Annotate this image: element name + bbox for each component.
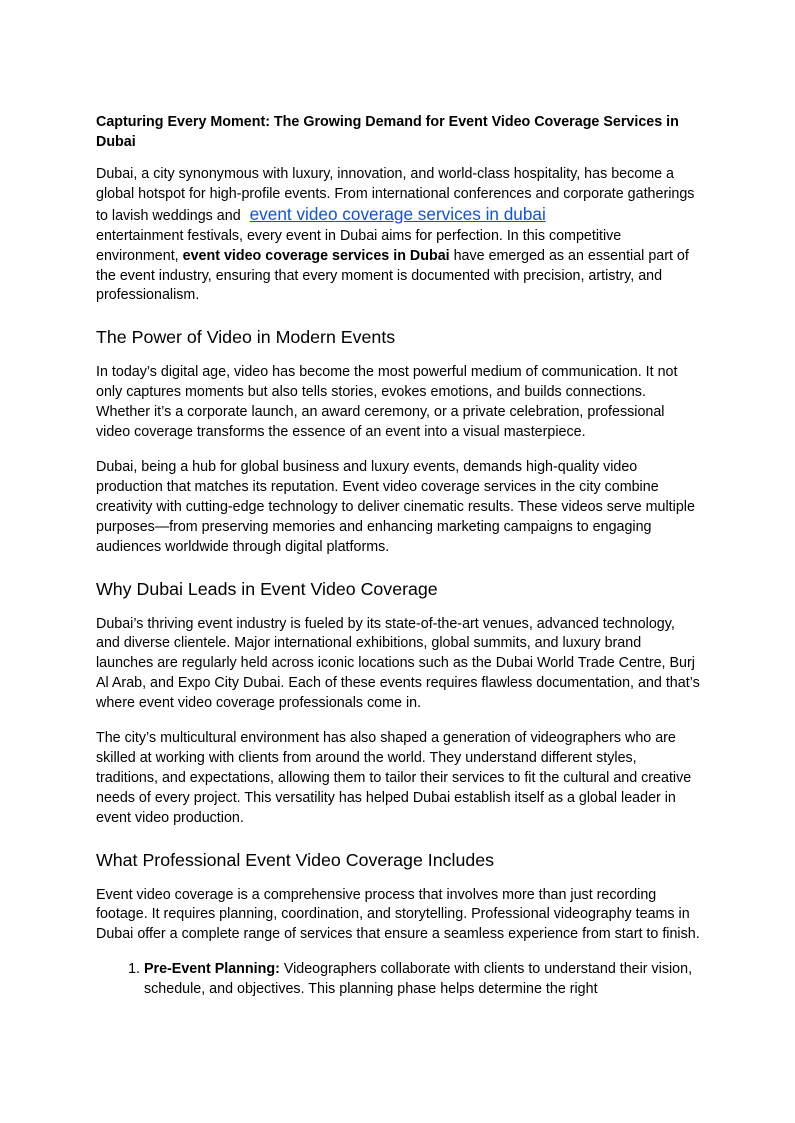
document-page (96, 112, 700, 1000)
intro-bold-keyword: event video coverage services in Dubai (182, 247, 450, 264)
section-heading-why-dubai-leads: Why Dubai Leads in Event Video Coverage (96, 578, 438, 599)
list-item-text: Videographers collaborate with clients to understand their vision, schedule, and objectives. This planning phase helps determine the right (144, 961, 693, 998)
intro-text-start: Dubai, a city synonymous with luxury, innovation, and world-class hospitality, has become a global hotspot for high-profile events. From international conferences and corporate gatherings to lavish weddings and (96, 166, 695, 224)
list-item (144, 960, 700, 1000)
intro-paragraph (96, 165, 700, 306)
event-video-coverage-link[interactable]: event video coverage services in dubai (249, 203, 546, 224)
section1-paragraph-1: In today’s digital age, video has become the most powerful medium of communication. It not only captures moments but also tells stories, evokes emotions, and builds connections. Whether it’s a corporate launch, an award ceremony, or a private celebration, professional video coverage transforms the essence of an event into a visual masterpiece. (96, 364, 678, 441)
intro-text-middle: entertainment festivals, every event in Dubai aims for perfection. In this competitive environment, (96, 227, 622, 264)
section2-paragraph-1: Dubai’s thriving event industry is fueled by its state-of-the-art venues, advanced technology, and diverse clientele. Major international exhibitions, global summits, and luxury brand launches are regularly held across iconic locations such as the Dubai World Trade Centre, Burj Al Arab, and Expo City Dubai. Each of these events requires flawless documentation, and that’s where event video coverage professionals come in. (96, 615, 700, 712)
section-heading-power-of-video: The Power of Video in Modern Events (96, 327, 396, 348)
list-item-label: Pre-Event Planning: (144, 961, 280, 978)
intro-text-end: have emerged as an essential part of the event industry, ensuring that every moment is documented with precision, artistry, and professionalism. (96, 247, 689, 304)
section1-paragraph-2: Dubai, being a hub for global business and luxury events, demands high-quality video production that matches its reputation. Event video coverage services in the city combine creativity with cutting-edge technology to deliver cinematic results. These videos serve multiple purposes—from preserving memories and enhancing marketing campaigns to engaging audiences worldwide through digital platforms. (96, 458, 695, 555)
section3-paragraph-1: Event video coverage is a comprehensive process that involves more than just recording footage. It requires planning, coordination, and storytelling. Professional videography teams in Dubai offer a complete range of services that ensure a seamless experience from start to finish. (96, 886, 700, 943)
document-title: Capturing Every Moment: The Growing Demand for Event Video Coverage Services in Dubai (96, 114, 679, 150)
services-list (96, 960, 700, 1000)
section-heading-what-coverage-includes: What Professional Event Video Coverage Includes (96, 849, 495, 870)
section2-paragraph-2: The city’s multicultural environment has also shaped a generation of videographers who are skilled at working with clients from around the world. They understand different styles, traditions, and expectations, allowing them to tailor their services to fit the cultural and creative needs of every project. This versatility has helped Dubai establish itself as a global leader in event video production. (96, 730, 692, 826)
